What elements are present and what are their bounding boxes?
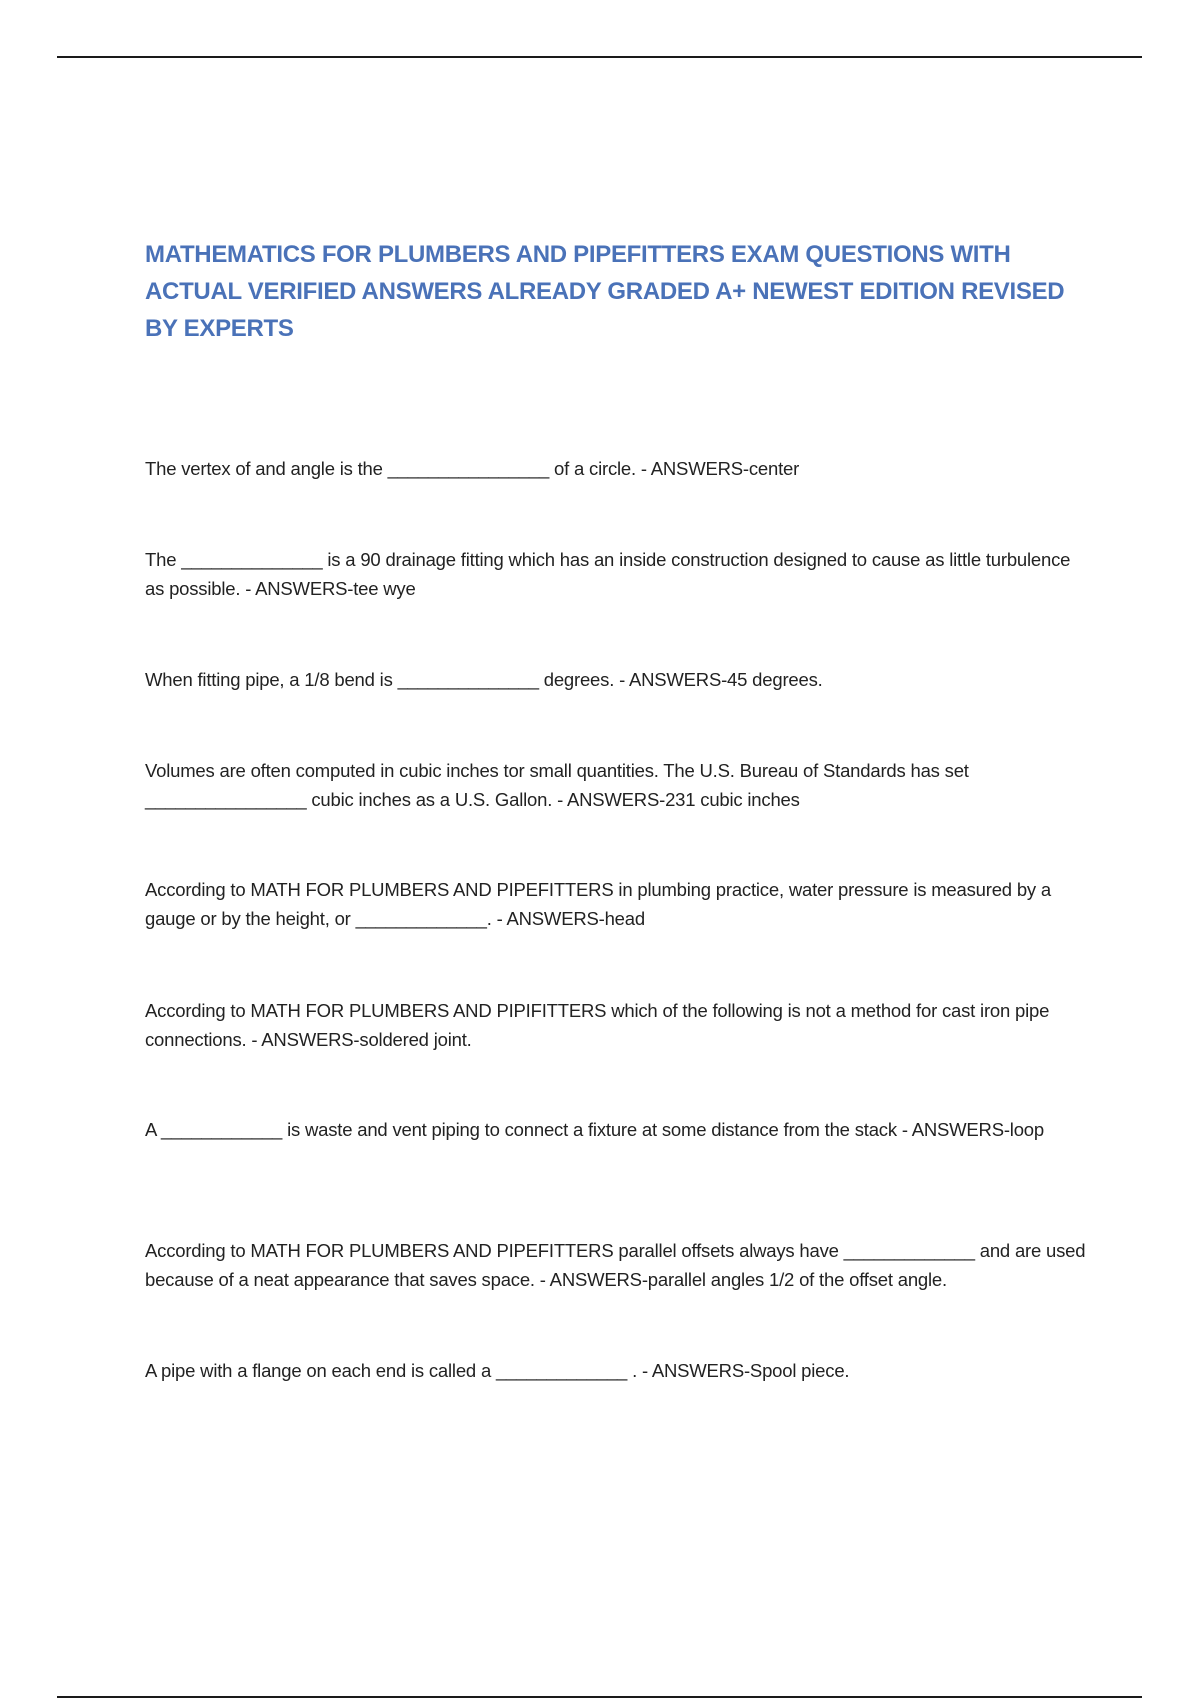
footer-rule: [57, 1696, 1142, 1698]
qa-item-7: A ____________ is waste and vent piping to connect a fixture at some distance from the stack - ANSWERS-loop: [145, 1119, 1044, 1140]
qa-item-6: According to MATH FOR PLUMBERS AND PIPIFITTERS which of the following is not a method for cast iron pipe connections. - ANSWERS-soldered joint.: [145, 1000, 1050, 1050]
qa-item-5: According to MATH FOR PLUMBERS AND PIPEFITTERS in plumbing practice, water pressure is measured by a gauge or by the height, or _____________. - ANSWERS-head: [145, 879, 1051, 929]
header-rule: [57, 56, 1142, 58]
qa-item-2: The ______________ is a 90 drainage fitting which has an inside construction designed to cause as little turbulence as possible. - ANSWERS-tee wye: [145, 549, 1071, 599]
qa-item-1: The vertex of and angle is the ________________ of a circle. - ANSWERS-center: [145, 458, 800, 479]
document-title: MATHEMATICS FOR PLUMBERS AND PIPEFITTERS EXAM QUESTIONS WITH ACTUAL VERIFIED ANSWERS ALREADY GRADED A+ NEWEST EDITION REVISED BY EXPERTS: [145, 241, 1065, 342]
qa-item-9: A pipe with a flange on each end is called a _____________ . - ANSWERS-Spool piece.: [145, 1360, 850, 1381]
qa-item-4: Volumes are often computed in cubic inches tor small quantities. The U.S. Bureau of Standards has set ________________ cubic inches as a U.S. Gallon. - ANSWERS-231 cubic inches: [145, 760, 969, 810]
qa-item-3: When fitting pipe, a 1/8 bend is ______________ degrees. - ANSWERS-45 degrees.: [145, 669, 823, 690]
qa-item-8: According to MATH FOR PLUMBERS AND PIPEFITTERS parallel offsets always have _____________ and are used because of a neat appearance that saves space. - ANSWERS-parallel angles 1/2 of the offset angle.: [145, 1240, 1086, 1290]
